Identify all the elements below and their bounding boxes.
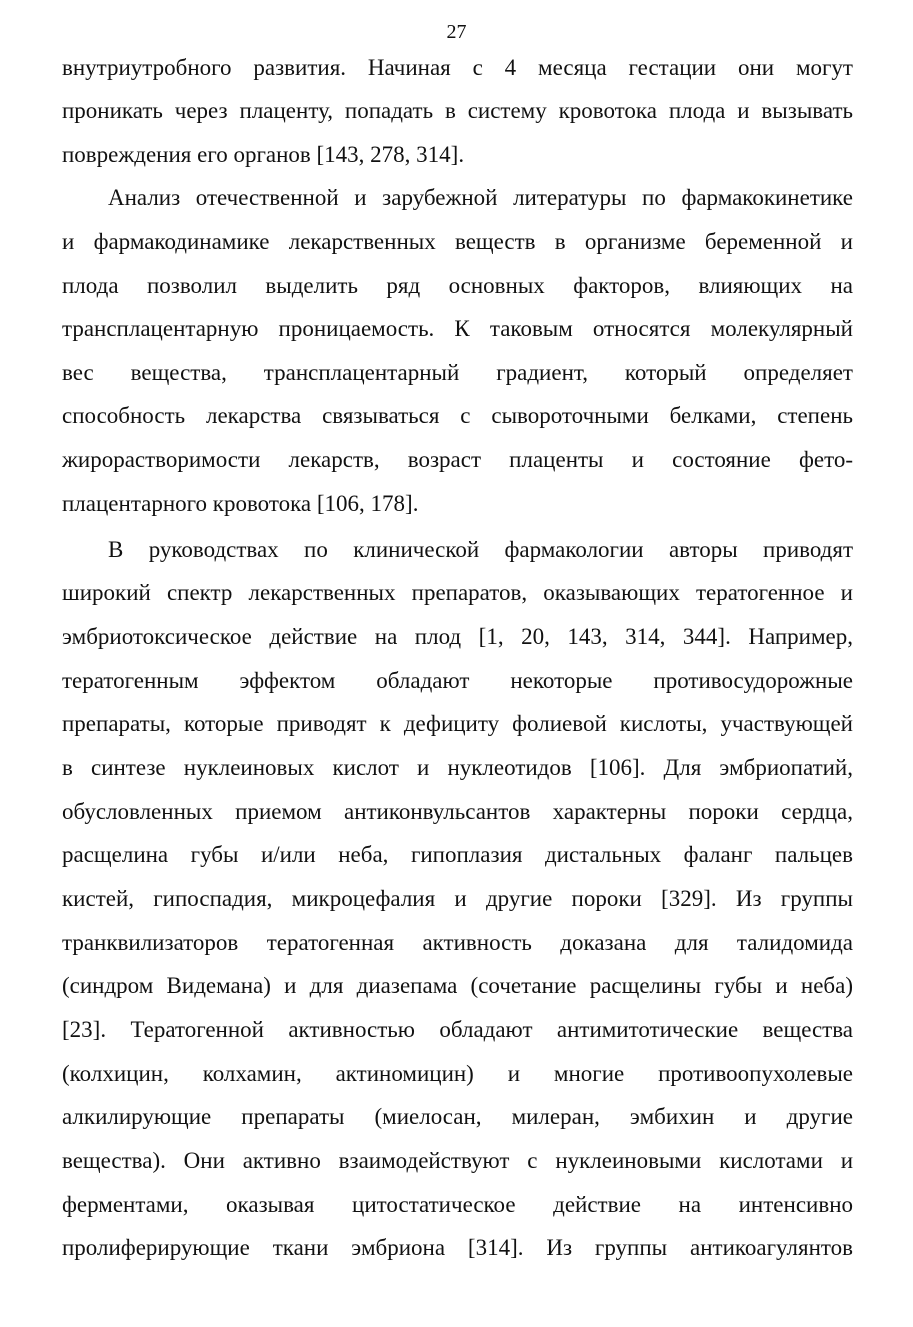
text-line: в синтезе нуклеиновых кислот и нуклеотидов [106]. Для эмбриопатий, <box>62 755 853 780</box>
text-line: вещества). Они активно взаимодействуют с нуклеиновыми кислотами и <box>62 1148 853 1173</box>
text-line: [23]. Тератогенной активностью обладают антимитотические вещества <box>62 1017 853 1042</box>
text-line: расщелина губы и/или неба, гипоплазия дистальных фаланг пальцев <box>62 842 853 867</box>
text-line: обусловленных приемом антиконвульсантов характерны пороки сердца, <box>62 799 853 824</box>
text-line: кистей, гипоспадия, микроцефалия и другие пороки [329]. Из группы <box>62 886 853 911</box>
text-line: алкилирующие препараты (миелосан, милеран, эмбихин и другие <box>62 1104 853 1129</box>
text-line: жирорастворимости лекарств, возраст плаценты и состояние фето- <box>62 447 853 472</box>
text-line: препараты, которые приводят к дефициту фолиевой кислоты, участвующей <box>62 711 853 736</box>
paragraph-first-line: Анализ отечественной и зарубежной литературы по фармакокинетике <box>108 185 853 210</box>
text-line: проникать через плаценту, попадать в систему кровотока плода и вызывать <box>62 98 853 123</box>
text-line: плода позволил выделить ряд основных факторов, влияющих на <box>62 273 853 298</box>
text-line: тератогенным эффектом обладают некоторые противосудорожные <box>62 668 853 693</box>
text-line: (колхицин, колхамин, актиномицин) и многие противоопухолевые <box>62 1061 853 1086</box>
text-line: эмбриотоксическое действие на плод [1, 20, 143, 314, 344]. Например, <box>62 624 853 649</box>
text-line: плацентарного кровотока [106, 178]. <box>62 491 419 516</box>
text-line: и фармакодинамике лекарственных веществ в организме беременной и <box>62 229 853 254</box>
text-line: вес вещества, трансплацентарный градиент, который определяет <box>62 360 853 385</box>
text-line: пролиферирующие ткани эмбриона [314]. Из группы антикоагулянтов <box>62 1235 853 1260</box>
text-line: (синдром Видемана) и для диазепама (сочетание расщелины губы и неба) <box>62 973 853 998</box>
text-line: способность лекарства связываться с сывороточными белками, степень <box>62 403 853 428</box>
text-line: транквилизаторов тератогенная активность доказана для талидомида <box>62 930 853 955</box>
text-line: внутриутробного развития. Начиная с 4 месяца гестации они могут <box>62 55 853 80</box>
page-number: 27 <box>446 21 467 43</box>
text-line: широкий спектр лекарственных препаратов, оказывающих тератогенное и <box>62 580 853 605</box>
text-line: ферментами, оказывая цитостатическое действие на интенсивно <box>62 1192 853 1217</box>
text-line: повреждения его органов [143, 278, 314]. <box>62 142 465 167</box>
text-line: трансплацентарную проницаемость. К таковым относятся молекулярный <box>62 316 853 341</box>
paragraph-first-line: В руководствах по клинической фармакологии авторы приводят <box>108 537 853 562</box>
